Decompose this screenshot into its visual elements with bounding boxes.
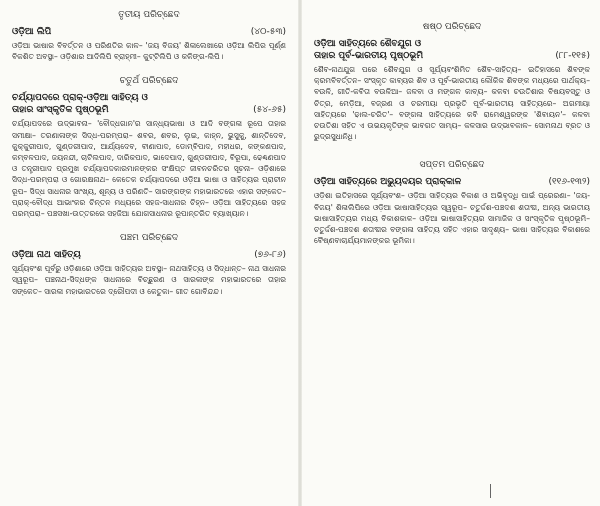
section-title-row	[12, 104, 286, 116]
section-title-line-1: ଓଡ଼ିଆ ସାହିତ୍ୟରେ ଶୈବଯୁଗ ଓ	[314, 39, 422, 49]
right-page	[300, 0, 600, 506]
section-title-line-1: ଚର୍ଯ୍ୟାପଦରେ ପ୍ରାକ୍-ଓଡ଼ିଆ ସାହିତ୍ୟ ଓ	[12, 93, 148, 104]
chapter-7	[314, 160, 590, 246]
chapter-heading: ପଞ୍ଚମ ପରିଚ୍ଛେଦ	[119, 233, 179, 244]
chapter-heading: ତୃତୀୟ ପରିଚ୍ଛେଦ	[118, 10, 180, 20]
section-title-row	[12, 249, 286, 261]
section-title-row	[314, 176, 590, 188]
chapter-heading: ସପ୍ତମ ପରିଚ୍ଛେଦ	[419, 160, 485, 171]
chapter-5	[12, 233, 286, 297]
section-summary: ଶୈବ-ନାଥଯୁଗ ପରେ ଶୈବଯୁଗ ଓ ସୂର୍ଯ୍ୟବଂଶିମିତ ଶୈବ-ସାହିତ୍ୟ– ଇତିହାସରେ ଶିବଙ୍କ କ୍ରମବିବର୍ତ୍ତନ– ସଂସ୍କୃତ କାବ୍ୟର ଶିବ ଓ ପୂର୍ବ-ଭାରତୀୟ ଲୌକିକ ଶିବଙ୍କ ମଧ୍ୟରେ ପାର୍ଥକ୍ୟ– ବଉଳି, ଗୀତି-କବିତା ବଉଳିଆ– ଜଳବା ଓ ମଙ୍ଗଳ କାବ୍ୟ– କଳବା ଚଉତିଶାର ବିଷୟବସ୍ତୁ ଓ ଚିତ୍ର, ମେଡ଼ିଆ, ବଜ୍ରଣ ଓ ଚରମୀୟା ପ୍ରଭୃତି ପୂର୍ବ-ଭାରତୀୟ ସାହିତ୍ୟରେ– ଅଗମୀୟା ସାହିତ୍ୟରେ 'ଢାଲ-ଚରିତ'– ବଙ୍ଗଳା ସାହିତ୍ୟରେ କବି ରାମେଶ୍ୱରଙ୍କ 'ଶିବାୟନ'– କଳବା ଚଉତିଶା ସହିତ ଏ ଉଭୟକୃତିଙ୍କ ଭାବଗତ ସାମ୍ୟ– କଳସାର ଉଦ୍ଭାବକାଳ– ସୋମନାଥ ବ୍ରତ ଓ ରୁଦ୍ରସୁଧାନିଧି।	[314, 65, 590, 142]
page-range: (୭୬-୮୬)	[254, 250, 286, 261]
section-summary: ସୂର୍ଯ୍ୟବଂଶ ପୂର୍ବରୁ ଓଡ଼ିଶାରେ ଓଡ଼ିଆ ସାହିତ୍ୟର ଅବସ୍ଥା– ନାଥସାହିତ୍ୟ ଓ ସିଦ୍ଧାନ୍ତ– ନାଥ ସାଧନାର ସ୍ୱରୂପ– ପଞ୍ଚନାଥ-ସିଦ୍ଧଙ୍କ ସାଧନାରେ ବିଚ୍ଛୁରଣ ଓ ସାରଳାଙ୍କ ମହାଭାରତରେ ତାହାର ସଙ୍କେତ– ସାରଳା ମହାଭାରତରେ ଦ୍ରୌପଦୀ ଓ କେତୁକା– ଗୀତ ଗୋବିନ୍ଦନ୍ଦ।	[12, 264, 286, 296]
page-range: (୪୦-୫୩)	[250, 27, 286, 37]
section-title: ଓଡ଼ିଆ ଲିପି	[12, 27, 52, 37]
chapter-3	[12, 10, 286, 62]
pencil-mark-icon	[490, 484, 491, 498]
section-title: ଓଡ଼ିଆ ସାହିତ୍ୟରେ ଅଭ୍ୟୁଦୟର ପ୍ରାକ୍‌କାଳ	[314, 177, 462, 188]
chapter-heading: ଷଷ୍ଠ ପରିଚ୍ଛେଦ	[422, 22, 482, 32]
chapter-4	[12, 76, 286, 219]
chapter-6	[314, 22, 590, 142]
page-range: (୫୪-୬୫)	[253, 105, 286, 116]
chapter-heading: ଚତୁର୍ଥ ପରିଚ୍ଛେଦ	[119, 76, 179, 87]
section-summary: ଚର୍ଯ୍ୟାପଦରେ ଉଦ୍‌ଭାବନା– 'ବୌଦ୍ଧଗାନ'ର ସାନ୍ଧ୍ୟଭାଷା ଓ ଆଦି ବଙ୍ଗଳା ରୂପେ ତାହାର ସମୀକ୍ଷା– ତରଣାଳାଙ୍କ ସିଦ୍ଧ-ପରମ୍ପରା– ଶବର, ଶବର, ଲୁଇ, କାହ୍ନ, ଭୁସୁକୁ, ଶାନ୍ତିଦେବ, କୁକ୍କୁରୀପାଦ, ଗୁଣ୍ଡରୀପାଦ, ଆର୍ଯ୍ୟଦେବ, ବୀଣାପାଦ, ଡୋମ୍ବିପାଦ, ମହୀଧର, କଙ୍କଣପାଦ, କମ୍ବଳପାଦ, ଜୟନନ୍ଦୀ, ଚାଟିଲପାଦ, ଦାରିକପାଦ, ଭାଦେପାଦ, ଗୁଣ୍ଡରୀପାଦ, ବିରୂପା, ଢେଣ୍ଢଣପାଦ ଓ ତନ୍ତ୍ରୀପାଦ ପ୍ରମୁଖ ଚର୍ଯ୍ୟାପଦକାରମାନଙ୍କର ସଂକ୍ଷିପ୍ତ ଜୀବନଚରିତର ସୂଚନା– ଓଡ଼ିଶାରେ ସିଦ୍ଧ-ପରମ୍ପରା ଓ ଗୋରକ୍ଷନାଥ– କେତେକ ଚର୍ଯ୍ୟାପଦରେ ଓଡ଼ିଆ ଭାଷା ଓ ସାହିତ୍ୟର ପ୍ରାଚୀନ ରୂପ– ସିଦ୍ଧ ସାଧନାର ସାଂଖ୍ୟ, ଶୂନ୍ୟ ଓ ପରିଣତି– ସାରଙ୍ଗଙ୍କ ମହାଭାରତରେ ଏହାର ସଙ୍କେତ– ପ୍ରାକ୍-ବୌଦ୍ଧ ଆଭାଂକର ଚିନ୍ତନ ମଧ୍ୟରେ ସହଜ-ସାଧନାର ଚିହ୍ନ– ଓଡ଼ିଆ ସାହିତ୍ୟରେ ସହଜ ପରମ୍ପରା– ପଞ୍ଚସଖା-ଉତ୍ତରରେ ସହଜିଆ ଯୋଗସାଧନାର ରୂପାନ୍ତରିତ ବ୍ୟାଖ୍ୟାନ।	[12, 119, 286, 219]
section-title-row	[12, 26, 286, 38]
page-range: (୧୧୬-୧୩୨)	[548, 177, 590, 188]
margin-mark	[460, 480, 491, 499]
section-title-line-2: ତାହାର ସାଂସ୍କୃତିକ ପୃଷ୍ଠଭୂମି	[12, 105, 109, 116]
section-summary: ଓଡ଼ିଆ ଭାଷାର ବିବର୍ତ୍ତନ ଓ ପରିଣତିର କାଳ– 'ଜୟ ବିଜୟ' ଶିଳାଲେଖାରେ ଓଡ଼ିଆ ଲିପିର ପୂର୍ଣ୍ଣ ବିକଶିତ ଅବସ୍ଥା– ଓଡ଼ିଶାର ଆଦିଲିପି ବ୍ରାହ୍ମୀ– କୁଟ୍ଟିଲିପି ଓ କଳିଙ୍ଗ-ଲିପି।	[12, 41, 286, 62]
section-title: ଓଡ଼ିଆ ନାଥ ସାହିତ୍ୟ	[12, 250, 81, 261]
section-title-row	[314, 50, 590, 62]
page-range: (୮୮-୧୧୫)	[555, 51, 590, 61]
section-summary: ଓଡ଼ିଶା ଇତିହାସରେ ସୂର୍ଯ୍ୟବଂଶ– ଓଡ଼ିଆ ସାହିତ୍ୟର ବିକାଶ ଓ ଅଭିବୃଦ୍ଧି ପାଇଁ ପ୍ରେରଣା– 'ଜୟ-ବିଜୟ' ଶିଳାଲିପିରେ ଓଡ଼ିଆ ଭାଷାସାହିତ୍ୟର ସ୍ୱରୂପ– ଚତୁର୍ଦ୍ଦଶ-ପଞ୍ଚଦଶ ଶତାବ୍ଦୀ, ଅନ୍ୟ ଭାରତୀୟ ଭାଷାସାହିତ୍ୟର ମଧ୍ୟ ବିକାଶକାଳ– ଓଡ଼ିଆ ଭାଷାସାହିତ୍ୟର ସାମାଜିକ ଓ ସାଂସ୍କୃତିକ ପୃଷ୍ଠଭୂମି– ଚତୁର୍ଦ୍ଦଶ-ପଞ୍ଚଦଶ ଶତାବ୍ଦୀର ବଙ୍ଗଳା ସାହିତ୍ୟ ସହିତ ଏହାର ସାଦୃଶ୍ୟ– ଭାଷା ସାହିତ୍ୟର ବିକାଶରେ ବୈଷ୍ଣବାଚାର୍ଯ୍ୟମାନଙ୍କର ଭୂମିକା।	[314, 191, 590, 246]
section-title-line-2: ତାହାର ପୂର୍ବ-ଭାରତୀୟ ପୃଷ୍ଠଭୂମି	[314, 51, 424, 61]
